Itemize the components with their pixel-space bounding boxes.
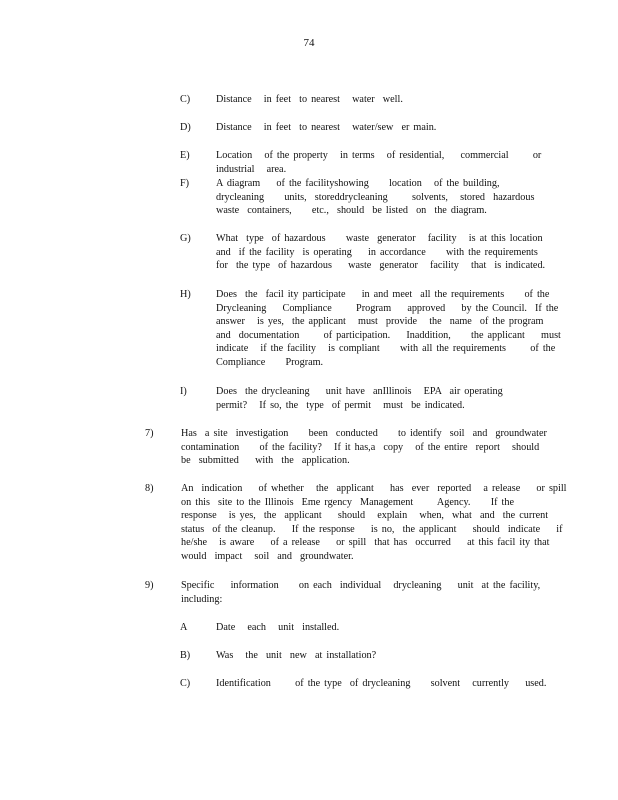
item-marker: A xyxy=(180,622,188,633)
text-line: industrial area. xyxy=(216,163,287,175)
text-line: Does the facil ity participate in and meet all the requirements of the xyxy=(216,289,550,300)
text-line: Identification of the type of drycleaning solvent currently used. xyxy=(216,678,547,689)
item-marker: B) xyxy=(180,650,191,661)
item-marker: 9) xyxy=(145,580,154,591)
text-line: Location of the property in terms of residential, commercial or xyxy=(216,150,542,161)
item-marker: H) xyxy=(180,289,191,300)
item-marker: E) xyxy=(180,150,190,161)
text-line: contamination of the facility? If it has,a copy of the entire report should xyxy=(181,441,540,453)
text-line: Date each unit installed. xyxy=(216,622,340,633)
text-line: and documentation of participation. Inaddition, the applicant must xyxy=(216,329,561,341)
item-marker: D) xyxy=(180,122,191,133)
text-line: Does the drycleaning unit have anIllinois EPA air operating xyxy=(216,386,503,397)
item-text xyxy=(216,385,538,412)
item-marker: 7) xyxy=(145,428,154,439)
item-text xyxy=(181,482,567,564)
item-text xyxy=(216,288,561,370)
text-line: status of the cleanup. If the response is no, the applicant should indicate if xyxy=(181,523,563,535)
text-line: answer is yes, the applicant must provide the name of the program xyxy=(216,316,544,328)
text-line: Has a site investigation been conducted to identify soil and groundwater xyxy=(181,428,547,439)
item-marker: F) xyxy=(180,178,190,189)
text-line: Compliance Program. xyxy=(216,356,324,368)
text-line: What type of hazardous waste generator facility is at this location xyxy=(216,233,543,244)
text-line: on this site to the Illinois Eme rgency Management Agency. If the xyxy=(181,496,514,508)
text-line: indicate if the facility is compliant with all the requirements of the xyxy=(216,343,556,355)
text-line: waste containers, etc., should be listed on the diagram. xyxy=(216,205,487,217)
item-text xyxy=(181,579,540,606)
item-text xyxy=(216,93,538,107)
item-text xyxy=(216,177,538,218)
text-line: Distance in feet to nearest water/sew er main. xyxy=(216,122,437,133)
item-marker: 8) xyxy=(145,483,154,494)
item-marker: C) xyxy=(180,94,191,105)
item-marker: C) xyxy=(180,678,191,689)
item-text xyxy=(216,677,547,691)
text-line: response is yes, the applicant should explain when, what and the current xyxy=(181,510,549,522)
text-line: Distance in feet to nearest water well. xyxy=(216,94,403,105)
text-line: Specific information on each individual drycleaning unit at the facility, xyxy=(181,580,541,591)
item-text xyxy=(181,427,547,468)
text-line: Drycleaning Compliance Program approved by the Council. If the xyxy=(216,302,559,314)
page-number: 74 xyxy=(303,37,315,49)
text-line: An indication of whether the applicant has ever reported a release or spill xyxy=(181,483,567,494)
text-line: drycleaning units, storeddrycleaning solvents, stored hazardous xyxy=(216,191,535,203)
item-text xyxy=(216,232,546,273)
item-text xyxy=(216,149,542,176)
item-text xyxy=(216,621,538,635)
item-marker: G) xyxy=(180,233,191,244)
item-text xyxy=(216,649,538,663)
text-line: A diagram of the facilityshowing location of the building, xyxy=(216,178,500,189)
text-line: including: xyxy=(181,593,223,605)
item-text xyxy=(216,121,538,135)
text-line: Was the unit new at installation? xyxy=(216,650,377,661)
text-line: permit? If so, the type of permit must be indicated. xyxy=(216,399,465,411)
text-line: and if the facility is operating in accordance with the requirements xyxy=(216,246,538,258)
text-line: be submitted with the application. xyxy=(181,455,350,467)
text-line: would impact soil and groundwater. xyxy=(181,550,354,562)
item-marker: I) xyxy=(180,386,187,397)
text-line: he/she is aware of a release or spill that has occurred at this facil ity that xyxy=(181,537,550,549)
text-line: for the type of hazardous waste generator facility that is indicated. xyxy=(216,260,546,272)
